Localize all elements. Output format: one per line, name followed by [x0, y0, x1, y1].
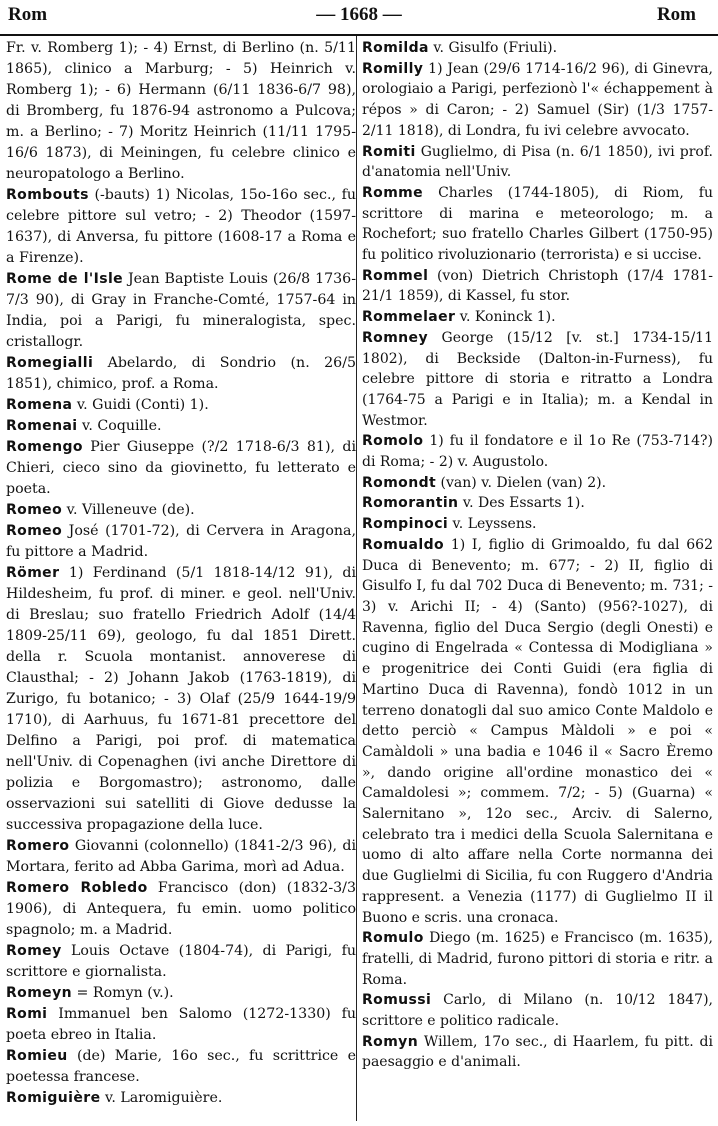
dictionary-entry [362, 1032, 713, 1073]
entry-headword: Romme [362, 184, 424, 201]
dictionary-entry [362, 431, 713, 472]
entry-text: Charles (1744-1805), di Riom, fu scrittore di marina e meteorologo; m. a Rochefort; suo fratello Charles Gilbert (1750-95) fu politico rivoluzionario (terrorista) e si uccise. [362, 184, 713, 264]
entry-headword: Romey [6, 943, 62, 959]
entry-text: v. Gisulfo (Friuli). [433, 40, 558, 56]
entry-headword: Romenai [6, 418, 78, 434]
entry-text: 1) fu il fondatore e il 1o Re (753-714?) di Roma; - 2) v. Augustolo. [362, 433, 713, 471]
dictionary-entry [362, 328, 713, 432]
dictionary-entry [362, 38, 713, 59]
entry-headword: Romolo [362, 433, 424, 450]
entry-text: George (15/12 [v. st.] 1734-15/11 1802), di Beckside (Dalton-in-Furness), fu celebre pittore di storia e ritratto a Londra (1764-75 a Parigi e in Italia); m. a Kendal in Westmor. [362, 329, 713, 429]
dictionary-entry [6, 1046, 356, 1088]
dictionary-entry [6, 983, 356, 1004]
entry-text: (de) Marie, 16o sec., fu scrittrice e poetessa francese. [6, 1048, 356, 1085]
entry-headword: Romussi [362, 992, 432, 1009]
entry-text: v. Coquille. [82, 418, 162, 434]
dictionary-entry [6, 38, 356, 185]
entry-headword: Römer [6, 565, 60, 581]
entry-headword: Romeyn [6, 985, 72, 1001]
entry-headword: Romorantin [362, 495, 459, 512]
dictionary-entry [362, 493, 713, 514]
entry-headword: Romiti [362, 143, 416, 160]
entry-text: Diego (m. 1625) e Francisco (m. 1635), fratelli, di Madrid, furono pittori di storia e ritr. a Roma. [362, 930, 714, 988]
entry-headword: Romeo [6, 523, 63, 539]
entry-headword: Romero [6, 838, 70, 854]
dictionary-entry [6, 185, 356, 269]
dictionary-entry [6, 500, 356, 521]
entry-text: Carlo, di Milano (n. 10/12 1847), scrittore e politico radicale. [362, 992, 713, 1030]
dictionary-entry [6, 416, 356, 437]
entry-headword: Romeo [6, 502, 63, 518]
left-column [6, 38, 356, 1109]
dictionary-entry [362, 307, 713, 328]
entry-headword: Romegialli [6, 355, 94, 371]
entry-text: v. Koninck 1). [459, 309, 556, 326]
entry-headword: Romondt [362, 474, 437, 491]
entry-text: 1) I, figlio di Grimoaldo, fu dal 662 Duca di Benevento; m. 677; - 2) II, figlio di Gisulfo I, fu dal 702 Duca di Benevento; m. 731; - 3) v. Arichi II; - 4) (Santo) (956?-1027), di Ravenna, figlio del Duca Sergio (degli Onesti) e cugino di Engelrada « Contessa di Modigliana » e progenitrice dei Conti Guidi (era figlia di Martino Duca di Ravenna), fondò 1012 in un terreno donatogli dal suo amico Conte Maldolo e detto perciò « Campus Màldoli » e poi « Camàldoli » una badia e 1046 il « Sacro Èremo », dando origine all'ordine monastico dei « Camaldolesi »; commem. 7/2; - 5) (Guarna) « Salernitano », 12o sec., Arciv. di Salerno, celebrato tra i medici della Scuola Salernitana e uomo di alto affare nella Corte normanna dei due Guglielmi di Sicilia, fu con Ruggero d'Andria rappresent. a Venezia (1177) di Guglielmo II il Buono e scris. una cronaca. [362, 536, 713, 926]
dictionary-entry [362, 928, 713, 990]
entry-text: Abelardo, di Sondrio (n. 26/5 1851), chimico, prof. a Roma. [6, 355, 356, 392]
entry-headword: Romero Robledo [6, 880, 148, 896]
dictionary-entry [362, 183, 713, 266]
dictionary-entry [362, 535, 713, 928]
entry-headword: Romiguière [6, 1090, 101, 1106]
entry-text: Willem, 17o sec., di Haarlem, fu pitt. di paesaggio e d'animali. [362, 1033, 713, 1071]
entry-text: Francisco (don) (1832-3/3 1906), di Antequera, fu emin. uomo politico spagnolo; m. a Madrid. [6, 880, 356, 938]
dictionary-entry [6, 521, 356, 563]
entry-text: (van) v. Dielen (van) 2). [440, 474, 607, 491]
entry-text: Pier Giuseppe (?/2 1718-6/3 81), di Chieri, cieco sino da giovinetto, fu letterato e poeta. [6, 439, 356, 497]
page-header [0, 0, 718, 36]
column-divider [356, 36, 357, 1121]
entry-text: v. Leyssens. [452, 516, 537, 533]
dictionary-entry [362, 990, 713, 1031]
entry-headword: Romengo [6, 439, 83, 455]
header-left-guideword: Rom [8, 4, 48, 25]
entry-text: v. Des Essarts 1). [462, 495, 585, 512]
entry-headword: Romena [6, 397, 73, 413]
header-right-guideword: Rom [656, 4, 696, 25]
dictionary-entry [6, 1088, 356, 1109]
dictionary-entry [6, 1004, 356, 1046]
entry-headword: Rommelaer [362, 309, 456, 326]
entry-headword: Romi [6, 1006, 48, 1022]
dictionary-entry [6, 836, 356, 878]
entry-text: v. Villeneuve (de). [66, 502, 195, 518]
dictionary-entry [362, 266, 713, 307]
entry-text: Jean Baptiste Louis (26/8 1736-7/3 90), di Gray in Franche-Comté, 1757-64 in India, poi a Parigi, fu mineralogista, spec. cristallogr. [6, 271, 357, 350]
entry-text: José (1701-72), di Cervera in Aragona, fu pittore a Madrid. [6, 523, 356, 560]
right-column [362, 38, 713, 1073]
entry-text: (-bauts) 1) Nicolas, 15o-16o sec., fu celebre pittore sul vetro; - 2) Theodor (1597-1637), di Anversa, fu pittore (1608-17 a Roma e a Firenze). [6, 187, 356, 266]
dictionary-entry [6, 563, 356, 836]
entry-headword: Romyn [362, 1033, 419, 1050]
entry-text: Guglielmo, di Pisa (n. 6/1 1850), ivi prof. d'anatomia nell'Univ. [362, 143, 713, 181]
entry-text: (von) Dietrich Christoph (17/4 1781-21/1 1859), di Kassel, fu stor. [362, 267, 713, 305]
dictionary-entry [362, 473, 713, 494]
dictionary-entry [362, 142, 713, 183]
entry-headword: Rome de l'Isle [6, 271, 124, 287]
entry-headword: Romilly [362, 60, 424, 77]
dictionary-entry [6, 941, 356, 983]
entry-text: v. Laromiguière. [104, 1090, 223, 1106]
entry-headword: Romieu [6, 1048, 68, 1064]
entry-headword: Romulo [362, 930, 424, 947]
entry-headword: Rompinoci [362, 516, 449, 533]
dictionary-entry [6, 437, 356, 500]
entry-headword: Romilda [362, 40, 429, 56]
dictionary-entry [6, 878, 356, 941]
dictionary-entry [362, 514, 713, 535]
entry-text: = Romyn (v.). [76, 985, 174, 1001]
dictionary-entry [6, 269, 356, 353]
entry-headword: Romney [362, 329, 428, 346]
entry-text: 1) Jean (29/6 1714-16/2 96), di Ginevra, orologiaio a Parigi, perfezionò l'« échappement à répos » di Caron; - 2) Samuel (Sir) (1/3 1757-2/11 1818), di Londra, fu ivi celebre avvocato. [362, 60, 714, 139]
entry-text: Fr. v. Romberg 1); - 4) Ernst, di Berlino (n. 5/11 1865), clinico a Marburg; - 5) Heinrich v. Romberg 1); - 6) Hermann (6/11 1836-6/7 98), di Bromberg, fu 1876-94 astronomo a Pulcova; m. a Berlino; - 7) Moritz Heinrich (11/11 1795-16/6 1873), di Meiningen, fu celebre clinico e neuropatologo a Berlino. [6, 40, 356, 182]
entry-headword: Rommel [362, 267, 429, 284]
entry-text: v. Guidi (Conti) 1). [76, 397, 209, 413]
entry-text: Immanuel ben Salomo (1272-1330) fu poeta ebreo in Italia. [6, 1006, 356, 1043]
entry-headword: Romualdo [362, 536, 445, 553]
dictionary-entry [6, 353, 356, 395]
dictionary-entry [362, 59, 713, 142]
entry-text: Giovanni (colonnello) (1841-2/3 96), di Mortara, ferito ad Abba Garima, morì ad Adua. [6, 838, 356, 875]
entry-text: 1) Ferdinand (5/1 1818-14/12 91), di Hildesheim, fu prof. di miner. e geol. nell'Univ. di Breslau; suo fratello Friedrich Adolf (14/4 1809-25/11 69), geologo, fu dal 1851 Dirett. della r. Scuola montanist. annoverese di Clausthal; - 2) Johann Jakob (1763-1819), di Zurigo, fu botanico; - 3) Olaf (25/9 1644-19/9 1710), di Aarhuus, fu 1671-81 precettore del Delfino a Parigi, poi prof. di matematica nell'Univ. di Copenaghen (ivi anche Direttore di polizia e Borgomastro); astronomo, dalle osservazioni sui satelliti di Giove dedusse la successiva propagazione della luce. [6, 565, 356, 833]
entry-headword: Rombouts [6, 187, 89, 203]
page-number: — 1668 — [316, 4, 402, 25]
dictionary-entry [6, 395, 356, 416]
entry-text: Louis Octave (1804-74), di Parigi, fu scrittore e giornalista. [6, 943, 356, 980]
